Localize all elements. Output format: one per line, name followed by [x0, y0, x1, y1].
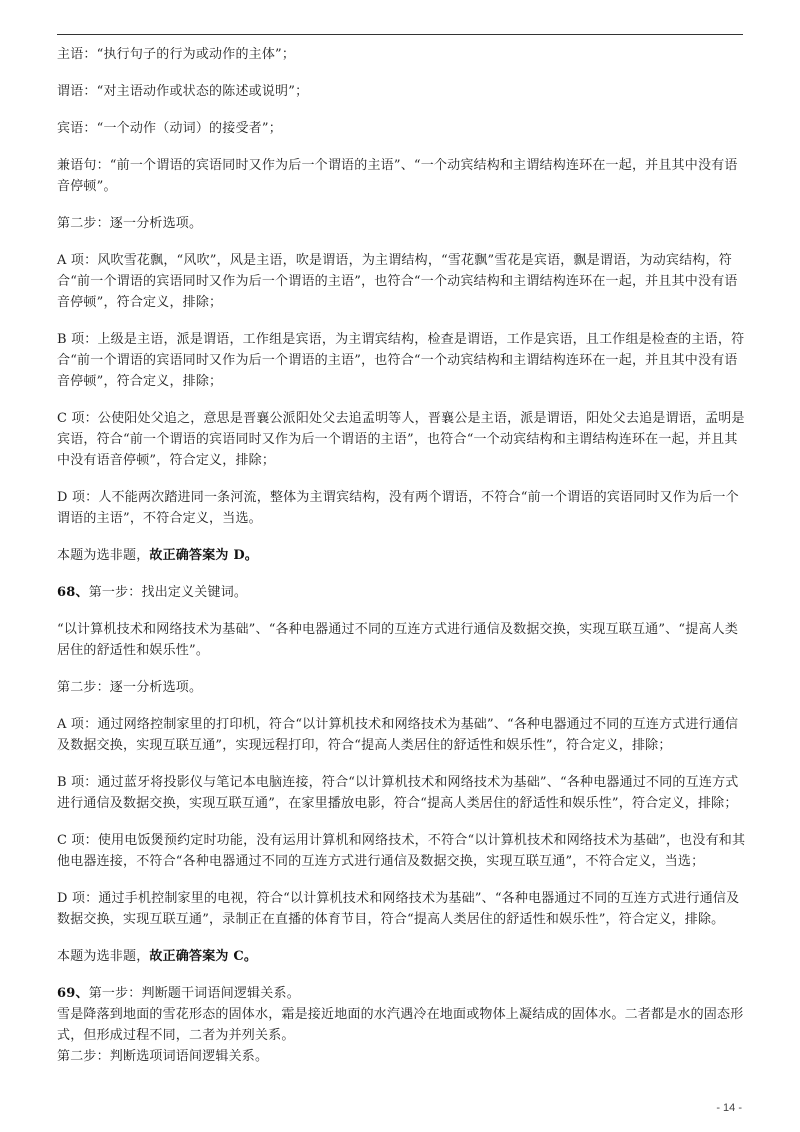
question-number: 69、 [57, 986, 89, 1001]
stem-analysis: 雪是降落到地面的雪花形态的固体水，霜是接近地面的水汽遇冷在地面或物体上凝结成的固体水。二者都是水的固态形式，但形成过程不同，二者为并列关系。 [57, 1007, 744, 1043]
question-68-step-one [57, 582, 747, 603]
option-d-analysis: D 项：通过手机控制家里的电视，符合“以计算机技术和网络技术为基础”、“各种电器通过不同的互连方式进行通信及数据交换，实现互联互通”，录制正在直播的体育节目，符合“提高人类居住的舒适性和娱乐性”，符合定义，排除。 [57, 891, 740, 927]
option-c-analysis: C 项：使用电饭煲预约定时功能，没有运用计算机和网络技术，不符合“以计算机技术和网络技术为基础”，也没有和其他电器连接，不符合“各种电器通过不同的互连方式进行通信及数据交换，实现互联互通”，不符合定义，当选； [57, 833, 746, 869]
header-rule [57, 34, 743, 35]
answer-line [57, 545, 747, 566]
document-body [57, 44, 747, 1067]
option-b-analysis: B 项：上级是主语，派是谓语，工作组是宾语，为主谓宾结构，检查是谓语，工作是宾语，且工作组是检查的主语，符合“前一个谓语的宾语同时又作为后一个谓语的主语”，也符合“一个动宾结构和主谓结构连环在一起，并且其中没有语音停顿”，符合定义，排除； [57, 332, 745, 389]
option-a-analysis: A 项：通过网络控制家里的打印机，符合“以计算机技术和网络技术为基础”、“各种电器通过不同的互连方式进行通信及数据交换，实现互联互通”，实现远程打印，符合“提高人类居住的舒适性和娱乐性”，符合定义，排除； [57, 717, 739, 753]
option-b-analysis: B 项：通过蓝牙将投影仪与笔记本电脑连接，符合“以计算机技术和网络技术为基础”、“各种电器通过不同的互连方式进行通信及数据交换，实现互联互通”，在家里播放电影，符合“提高人类居住的舒适性和娱乐性”，符合定义，排除； [57, 775, 739, 811]
page-number: - 14 - [716, 1102, 742, 1114]
answer-prefix: 本题为选非题， [57, 949, 150, 964]
option-c-analysis: C 项：公使阳处父追之，意思是晋襄公派阳处父去追孟明等人，晋襄公是主语，派是谓语，阳处父去追是谓语，孟明是宾语，符合“前一个谓语的宾语同时又作为后一个谓语的主语”，也符合“一个动宾结构和主谓结构连环在一起，并且其中没有语音停顿”，符合定义，排除； [57, 411, 745, 468]
step-text: 第一步：找出定义关键词。 [88, 585, 248, 600]
question-69-step-one [57, 983, 747, 1004]
definition-object: 宾语：“一个动作（动词）的接受者”； [57, 121, 282, 136]
step-text: 第一步：判断题干词语间逻辑关系。 [88, 986, 300, 1001]
step-two-heading: 第二步：逐一分析选项。 [57, 216, 203, 231]
question-number: 68、 [57, 585, 89, 600]
definition-subject: 主语：“执行句子的行为或动作的主体”； [57, 47, 296, 62]
definition-pivotal-sentence: 兼语句：“前一个谓语的宾语同时又作为后一个谓语的主语”、“一个动宾结构和主谓结构连环在一起，并且其中没有语音停顿”。 [57, 158, 738, 194]
answer-prefix: 本题为选非题， [57, 548, 150, 563]
answer-bold: 故正确答案为 C。 [149, 949, 258, 964]
definition-predicate: 谓语：“对主语动作或状态的陈述或说明”； [57, 84, 309, 99]
option-a-analysis: A 项：风吹雪花飘，“风吹”，风是主语，吹是谓语，为主谓结构，“雪花飘”雪花是宾语，飘是谓语，为动宾结构，符合“前一个谓语的宾语同时又作为后一个谓语的主语”，也符合“一个动宾结构和主谓结构连环在一起，并且其中没有语音停顿”，符合定义，排除； [57, 253, 738, 310]
keywords: “以计算机技术和网络技术为基础”、“各种电器通过不同的互连方式进行通信及数据交换，实现互联互通”、“提高人类居住的舒适性和娱乐性”。 [57, 622, 739, 658]
answer-bold: 故正确答案为 D。 [149, 548, 259, 563]
answer-line [57, 946, 747, 967]
step-two-heading: 第二步：判断选项词语间逻辑关系。 [57, 1049, 269, 1064]
step-two-heading: 第二步：逐一分析选项。 [57, 680, 203, 695]
option-d-analysis: D 项：人不能两次踏进同一条河流，整体为主谓宾结构，没有两个谓语，不符合“前一个谓语的宾语同时又作为后一个谓语的主语”，不符合定义，当选。 [57, 490, 739, 526]
